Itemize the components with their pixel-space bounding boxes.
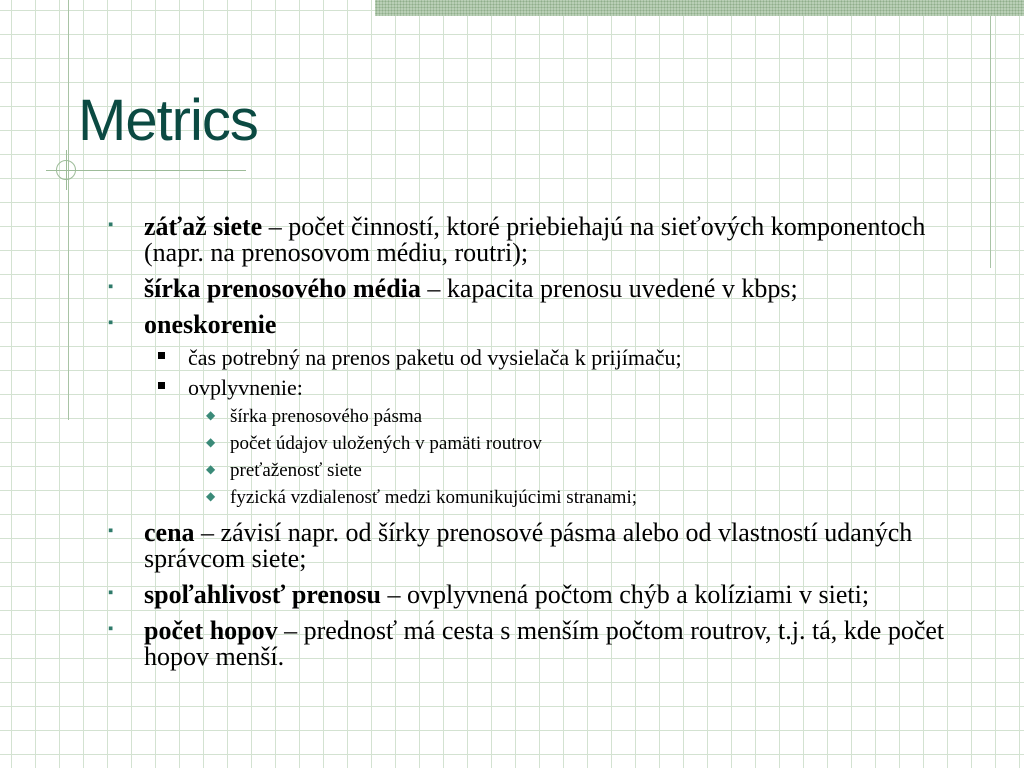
list-item-oneskorenie [104,312,964,508]
crosshair-line [66,150,67,190]
sub-sub-item [186,460,964,481]
sub-item-text: čas potrebný na prenos paketu od vysielača k prijímaču; [188,345,682,370]
bullet-list [104,214,964,670]
item-term: záťaž siete [144,212,263,241]
square-bullet-icon: ▪ [108,523,114,539]
item-text: – závisí napr. od šírky prenosové pásma alebo od vlastností udaných správcom siete; [144,518,913,573]
sub-sub-item [186,487,964,508]
item-text: – počet činností, ktoré priebiehajú na sieťových komponentoch (napr. na prenosovom médiu, routri); [144,212,926,267]
list-item-cena [104,520,964,572]
sub-item-text: ovplyvnenie: [188,375,303,400]
square-bullet-icon: ▪ [108,279,114,295]
sub-sub-item [186,406,964,427]
item-term: spoľahlivosť prenosu [144,580,381,609]
sub-sub-item [186,433,964,454]
square-bullet-icon: ▪ [108,217,114,233]
left-decorative-line [68,0,69,420]
diamond-bullet-icon: ◆ [206,435,216,449]
list-item-sirka [104,276,964,302]
diamond-bullet-icon: ◆ [206,489,216,503]
sub-list [144,346,964,508]
sub-item-cas [144,346,964,370]
right-decorative-line [990,16,991,268]
diamond-bullet-icon: ◆ [206,408,216,422]
black-square-bullet-icon [158,352,165,359]
item-text: – kapacita prenosu uvedené v kbps; [420,274,798,303]
list-item-pocet-hopov [104,618,964,670]
sub-sub-item-text: šírka prenosového pásma [230,406,423,427]
item-term: cena [144,518,195,547]
item-term: oneskorenie [144,310,277,339]
sub-sub-item-text: fyzická vzdialenosť medzi komunikujúcimi stranami; [230,487,638,508]
list-item-spolahlivost [104,582,964,608]
slide-content [104,214,964,680]
slide-title: Metrics [78,88,258,153]
list-item-zataz [104,214,964,266]
sub-sub-item-text: počet údajov uložených v pamäti routrov [230,433,542,454]
item-text: – prednosť má cesta s menším počtom routrov, t.j. tá, kde počet hopov menší. [144,616,945,671]
title-underline [46,170,246,171]
sub-sub-list [186,406,964,508]
square-bullet-icon: ▪ [108,621,114,637]
top-decorative-band [375,0,1024,16]
item-term: šírka prenosového média [144,274,421,303]
item-term: počet hopov [144,616,278,645]
black-square-bullet-icon [158,382,165,389]
square-bullet-icon: ▪ [108,315,114,331]
sub-item-ovplyvnenie [144,376,964,508]
sub-sub-item-text: preťaženosť siete [230,460,362,481]
diamond-bullet-icon: ◆ [206,462,216,476]
square-bullet-icon: ▪ [108,585,114,601]
item-text: – ovplyvnená počtom chýb a kolíziami v sieti; [380,580,870,609]
